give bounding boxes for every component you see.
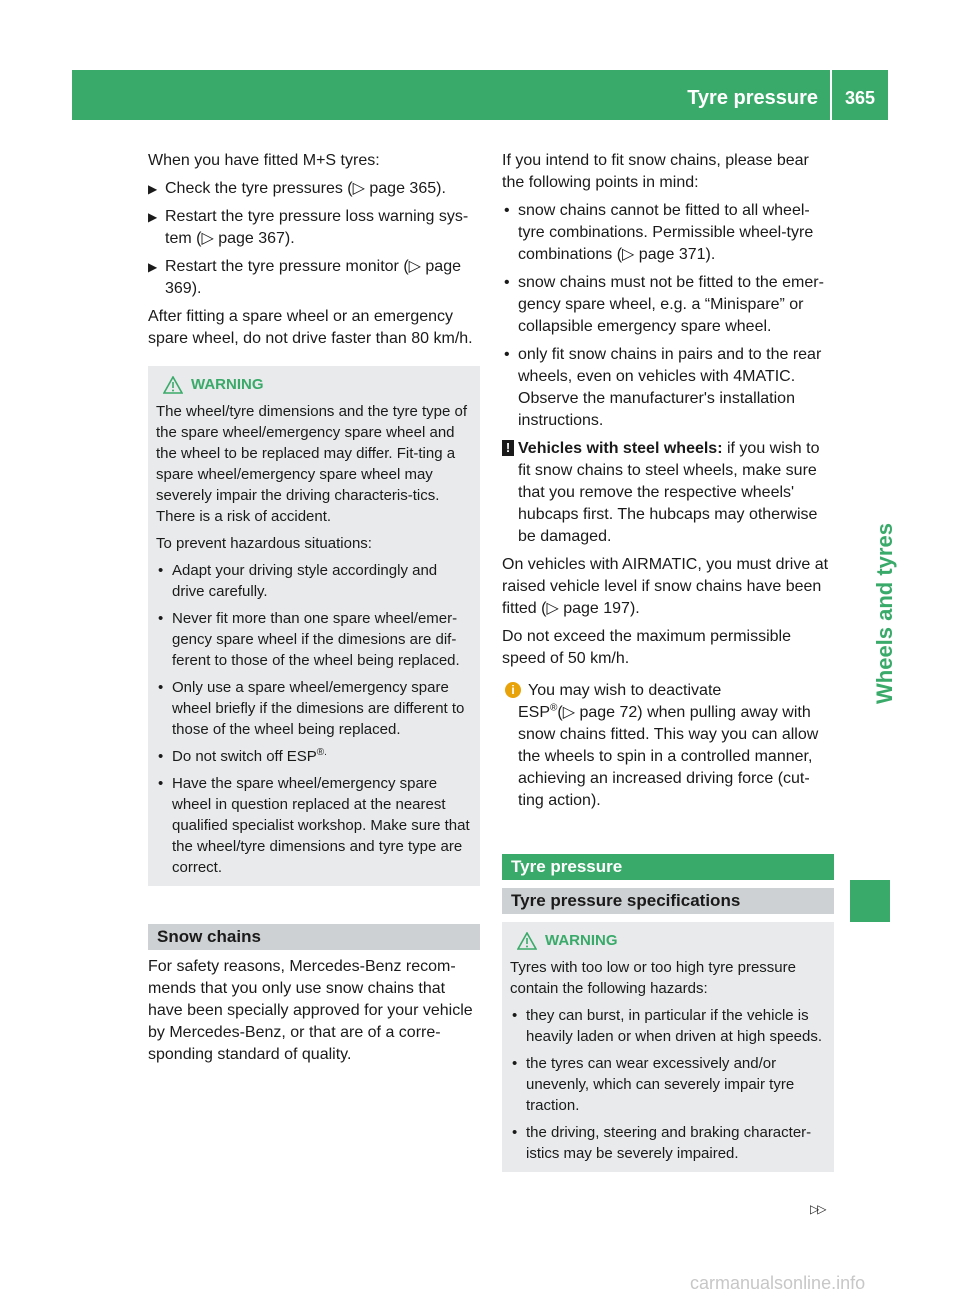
list-item [502,200,834,266]
list-item [510,1005,826,1047]
list-item-text: Have the spare wheel/emergency spare wheel in question replaced at the nearest qualified specialist workshop. Make sure that the wheel/tyre dimensions and tyre type are correct. [172,775,470,876]
bullet-icon: • [512,1055,518,1072]
bullet-icon: • [512,1124,518,1141]
warning-box [148,366,480,886]
spare-wheel-speed-note: After fitting a spare wheel or an emergency spare wheel, do not drive faster than 80 km/h. [148,308,473,347]
chapter-marker-square [850,880,890,922]
warning-label: WARNING [545,932,618,949]
list-item [156,773,472,878]
list-item [510,1122,826,1164]
snow-chains-text: For safety reasons, Mercedes-Benz recom-mends that you only use snow chains that have been specially approved for your vehicle by Mercedes-Benz, or that are of a corre-sponding standard of quality. [148,958,473,1063]
instruction-step [148,256,480,300]
speed-limit-note: Do not exceed the maximum permissible speed of 50 km/h. [502,628,792,667]
list-item [502,344,834,432]
list-item-text: snow chains must not be fitted to the emer-gency spare wheel, e.g. a “Minispare” or collapsible emergency spare wheel. [518,274,824,335]
steel-wheels-label: Vehicles with steel wheels: [518,440,723,457]
steel-wheels-text: if you wish to fit snow chains to steel wheels, make sure that you remove the respective wheels' hubcaps first. The hubcaps may otherwise be damaged. [518,440,820,545]
ms-tyres-intro: When you have fitted M+S tyres: [148,152,380,169]
snow-chains-heading: Snow chains [148,924,480,950]
list-item [156,560,472,602]
step-arrow-icon: ▶ [148,182,158,196]
instruction-step [148,206,480,250]
bullet-icon: • [504,202,510,219]
chapter-side-tab-label: Wheels and tyres [872,523,897,704]
step-text: Restart the tyre pressure monitor (▷ page 369). [165,258,461,297]
list-item-text: only fit snow chains in pairs and to the rear wheels, even on vehicles with 4MATIC. Observe the manufacturer's installation instructions. [518,346,822,429]
snow-chains-intro: If you intend to fit snow chains, please bear the following points in mind: [502,152,809,191]
bullet-icon: • [512,1007,518,1024]
warning-heading [156,374,472,395]
list-item-text: Never fit more than one spare wheel/emer-gency spare wheel if the dimesions are dif-ferent to those of the wheel being replaced. [172,610,460,669]
info-line-1: You may wish to deactivate [528,682,722,699]
warning-heading [510,930,826,951]
continue-arrows-icon: ▷▷ [810,1202,825,1216]
bullet-icon: • [504,274,510,291]
registered-mark: ®. [316,747,327,758]
step-arrow-icon: ▶ [148,260,158,274]
list-item [502,272,834,338]
bullet-icon: • [158,679,164,696]
step-text: Check the tyre pressures (▷ page 365). [165,180,446,197]
list-item [156,608,472,671]
bullet-icon: • [158,562,164,579]
warning-text: Tyres with too low or too high tyre pressure contain the following hazards: [510,959,796,997]
list-item [510,1053,826,1116]
warning-box [502,922,834,1172]
steel-wheels-notice [502,438,834,548]
list-item [156,746,472,767]
header-divider [830,70,832,120]
info-note [502,680,834,812]
left-column [148,150,480,1072]
list-item-text: snow chains cannot be fitted to all wheel-tyre combinations. Permissible wheel-tyre combinations (▷ page 371). [518,202,814,263]
watermark: carmanualsonline.info [690,1273,866,1293]
list-item-text: they can burst, in particular if the vehicle is heavily laden or when driven at high speeds. [526,1007,823,1045]
list-item-text: the driving, steering and braking character-istics may be severely impaired. [526,1124,812,1162]
step-arrow-icon: ▶ [148,210,158,224]
page-header [72,70,888,120]
bullet-icon: • [158,610,164,627]
warning-text: The wheel/tyre dimensions and the tyre type of the spare wheel/emergency spare wheel and the wheel to be replaced may differ. Fit-ting a spare wheel/emergency spare wheel may severely impair the driving characteris-tics. There is a risk of accident. [156,403,468,525]
tyre-pressure-heading: Tyre pressure [502,854,834,880]
list-item [156,677,472,740]
chapter-side-tab [848,120,888,860]
exclamation-icon: ! [502,440,514,456]
tyre-pressure-specs-heading: Tyre pressure specifications [502,888,834,914]
info-icon: i [505,682,521,698]
bullet-icon: • [158,748,164,765]
list-item-text: Only use a spare wheel/emergency spare wheel briefly if the dimesions are different to those of the wheel being replaced. [172,679,465,738]
list-item-text: the tyres can wear excessively and/or unevenly, which can severely impair tyre traction. [526,1055,795,1114]
page-number: 365 [844,88,876,108]
bullet-icon: • [158,775,164,792]
list-item-text: Do not switch off ESP [172,748,317,765]
warning-prevent-intro: To prevent hazardous situations: [156,535,372,552]
warning-triangle-icon [517,932,537,950]
info-esp: ESP [518,704,551,721]
info-rest: (▷ page 72) when pulling away with snow chains fitted. This way you can allow the wheels to spin in a controlled manner, achieving an increased driving force (cut-ting action). [518,704,819,809]
right-column [502,150,834,1172]
list-item-text: Adapt your driving style accordingly and drive carefully. [172,562,438,600]
bullet-icon: • [504,346,510,363]
warning-triangle-icon [163,376,183,394]
registered-mark: ® [550,702,558,714]
warning-label: WARNING [191,376,264,393]
instruction-step [148,178,480,200]
step-text: Restart the tyre pressure loss warning sys-tem (▷ page 367). [165,208,469,247]
airmatic-note: On vehicles with AIRMATIC, you must drive at raised vehicle level if snow chains have been fitted (▷ page 197). [502,556,829,617]
section-header-title: Tyre pressure [687,87,818,109]
